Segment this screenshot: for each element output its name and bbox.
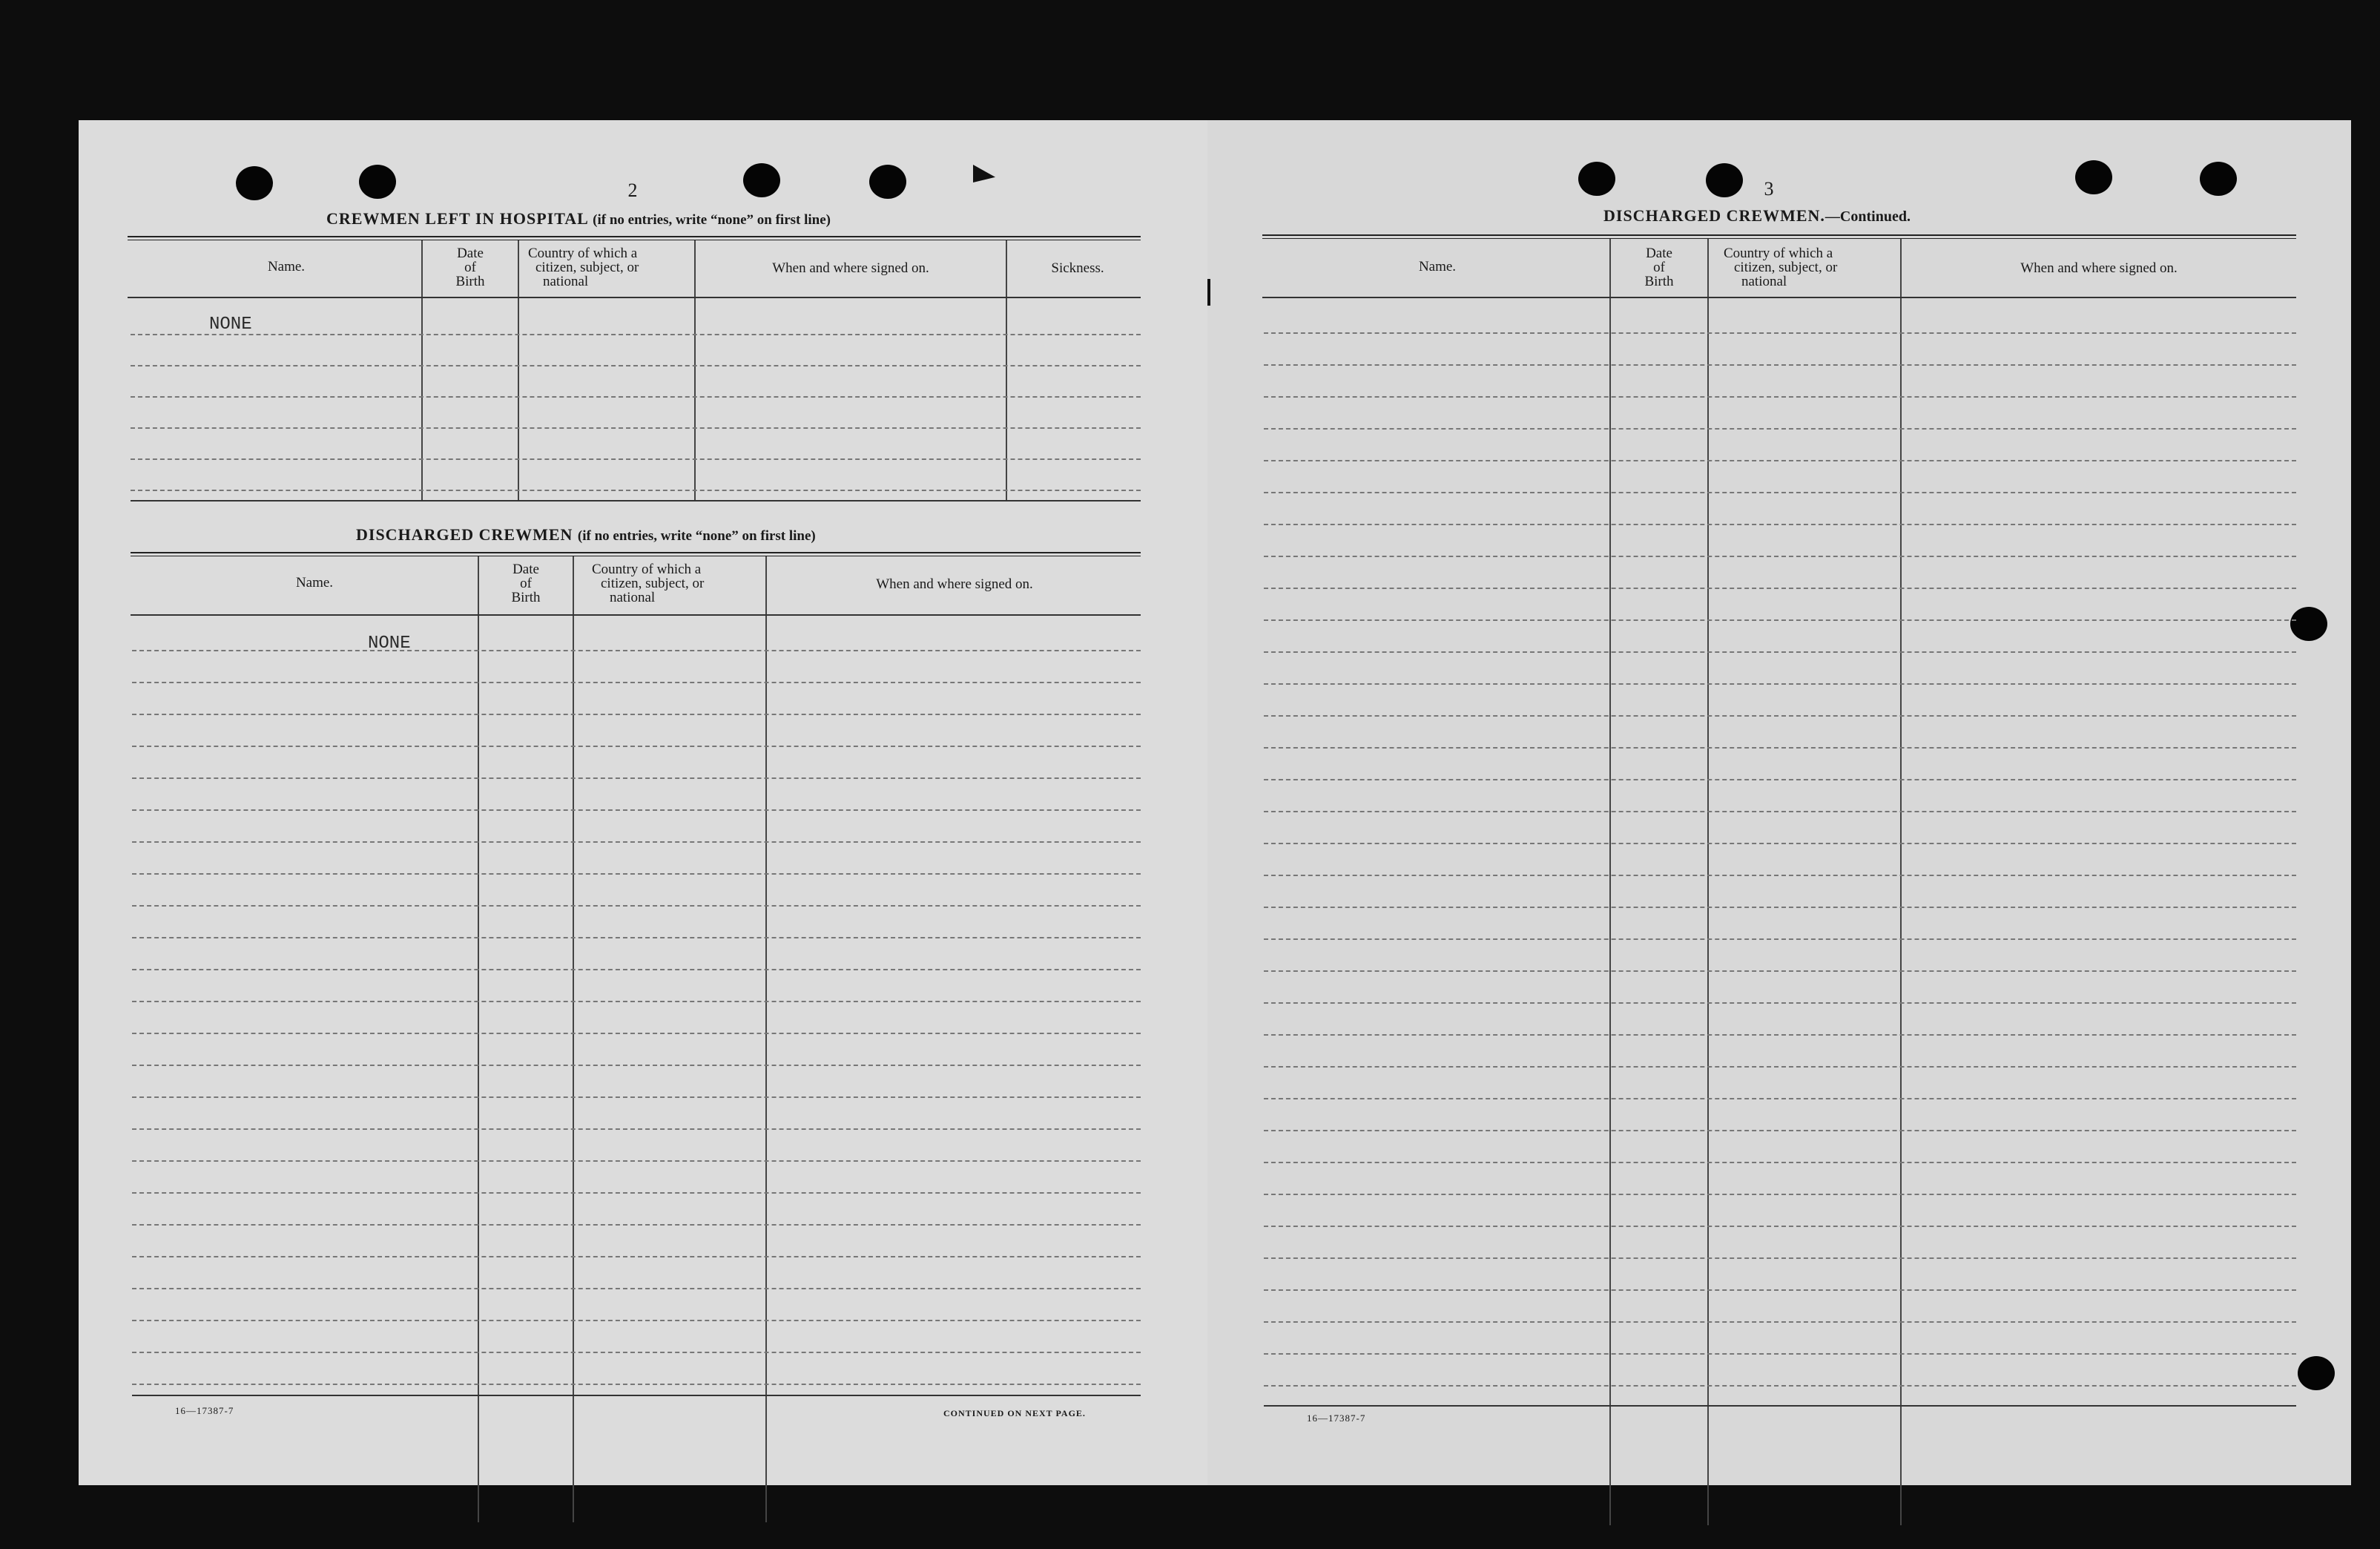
col-name-header: Name. <box>1418 259 1457 274</box>
table-bottom-rule <box>131 500 1141 501</box>
entry-line <box>132 1352 1141 1353</box>
entry-line <box>132 1384 1141 1385</box>
entry-line <box>1264 619 2296 621</box>
col-dob-line: Birth <box>1644 274 1674 289</box>
punch-hole <box>2075 160 2112 194</box>
discharged-continued-title <box>1603 206 1911 226</box>
punch-hole <box>1706 163 1743 197</box>
entry-line <box>132 1065 1141 1066</box>
entry-line <box>131 490 1141 491</box>
left-page <box>79 120 1210 1485</box>
header-bottom-rule <box>128 297 1141 298</box>
entry-line <box>132 777 1141 779</box>
entry-line <box>132 1256 1141 1257</box>
entry-line <box>1264 651 2296 653</box>
entry-line <box>1264 1321 2296 1323</box>
col-sickness-header: Sickness. <box>1051 260 1104 276</box>
entry-line <box>1264 747 2296 749</box>
discharged-title-note: (if no entries, write “none” on first line) <box>577 528 816 544</box>
entry-line <box>1264 875 2296 876</box>
entry-line <box>1264 1194 2296 1195</box>
entry-line <box>1264 811 2296 812</box>
table-top-rule <box>128 236 1141 240</box>
table-bottom-rule <box>1264 1405 2296 1407</box>
entry-line <box>1264 428 2296 430</box>
smudge-mark <box>973 165 995 182</box>
entry-line <box>132 809 1141 811</box>
discharged-entry-none: NONE <box>368 634 411 654</box>
col-dob-header <box>1611 246 1707 289</box>
column-divider <box>573 556 574 1522</box>
entry-line <box>132 1192 1141 1194</box>
entry-line <box>132 650 1141 651</box>
col-country-line: national <box>543 274 589 289</box>
punch-hole <box>2290 607 2327 641</box>
column-divider <box>1006 240 1007 500</box>
entry-line <box>132 1288 1141 1289</box>
col-country-line: citizen, subject, or <box>601 576 705 591</box>
col-dob-header <box>479 562 573 605</box>
col-dob-line: of <box>1653 260 1665 275</box>
entry-line <box>131 458 1141 460</box>
entry-line <box>1264 715 2296 717</box>
entry-line <box>1264 588 2296 589</box>
entry-line <box>1264 1385 2296 1387</box>
hospital-title-note: (if no entries, write “none” on first line) <box>593 212 831 228</box>
entry-line <box>132 969 1141 970</box>
entry-line <box>1264 332 2296 334</box>
punch-hole <box>2200 162 2237 196</box>
entry-line <box>131 396 1141 398</box>
page-number: 2 <box>627 180 638 201</box>
entry-line <box>132 1320 1141 1321</box>
col-name-header: Name. <box>295 575 334 591</box>
entry-line <box>132 905 1141 907</box>
continued-suffix: —Continued. <box>1824 208 1911 225</box>
form-number: 16—17387-7 <box>1307 1412 1366 1424</box>
hospital-entry-none: NONE <box>209 315 252 335</box>
col-country-header <box>1724 246 1899 289</box>
page-number: 3 <box>1764 178 1774 200</box>
entry-line <box>132 1001 1141 1002</box>
entry-line <box>1264 907 2296 908</box>
entry-line <box>131 334 1141 335</box>
col-name-header: Name. <box>267 259 306 274</box>
entry-line <box>1264 460 2296 461</box>
column-divider <box>518 240 519 500</box>
right-page <box>1207 120 2351 1485</box>
col-country-line: national <box>1741 274 1787 289</box>
entry-line <box>1264 683 2296 685</box>
col-dob-line: Birth <box>511 590 541 605</box>
entry-line <box>1264 1162 2296 1163</box>
col-country-line: citizen, subject, or <box>535 260 639 275</box>
entry-line <box>132 1096 1141 1098</box>
col-dob-line: Date <box>457 246 484 261</box>
column-divider <box>1900 239 1902 1525</box>
col-country-line: Country of which a <box>1724 246 1833 261</box>
entry-line <box>1264 1289 2296 1291</box>
table-bottom-rule <box>132 1395 1141 1396</box>
column-divider <box>694 240 696 500</box>
entry-line <box>132 841 1141 843</box>
entry-line <box>1264 1066 2296 1068</box>
form-number: 16—17387-7 <box>175 1405 234 1416</box>
column-divider <box>1707 239 1709 1525</box>
discharged-continued-title-text: DISCHARGED CREWMEN. <box>1603 206 1825 225</box>
entry-line <box>132 1224 1141 1226</box>
entry-line <box>1264 556 2296 557</box>
entry-line <box>1264 1002 2296 1004</box>
header-bottom-rule <box>131 614 1141 616</box>
entry-line <box>1264 1353 2296 1355</box>
col-dob-line: of <box>464 260 476 275</box>
punch-hole <box>869 165 906 199</box>
entry-line <box>1264 1257 2296 1259</box>
continued-note: CONTINUED ON NEXT PAGE. <box>943 1408 1086 1418</box>
table-top-rule <box>131 552 1141 556</box>
column-divider <box>478 556 479 1522</box>
col-signed-header: When and where signed on. <box>2020 260 2178 276</box>
col-dob-line: Birth <box>455 274 485 289</box>
entry-line <box>1264 1034 2296 1036</box>
entry-line <box>1264 524 2296 525</box>
entry-line <box>132 1128 1141 1130</box>
column-divider <box>1609 239 1611 1525</box>
discharged-title-text: DISCHARGED CREWMEN <box>356 525 573 544</box>
entry-line <box>132 873 1141 875</box>
table-top-rule <box>1262 234 2296 239</box>
entry-line <box>131 365 1141 366</box>
hospital-section-title <box>326 209 831 228</box>
punch-hole <box>1578 162 1615 196</box>
entry-line <box>1264 843 2296 844</box>
col-signed-header: When and where signed on. <box>876 576 1033 592</box>
col-dob-line: Date <box>512 562 539 577</box>
hospital-title-text: CREWMEN LEFT IN HOSPITAL <box>326 209 588 228</box>
entry-line <box>1264 364 2296 366</box>
entry-line <box>132 1160 1141 1162</box>
entry-line <box>132 714 1141 715</box>
entry-line <box>1264 938 2296 940</box>
entry-line <box>1264 396 2296 398</box>
punch-hole <box>236 166 273 200</box>
col-dob-line: Date <box>1646 246 1672 261</box>
col-country-line: Country of which a <box>592 562 702 577</box>
col-country-line: citizen, subject, or <box>1734 260 1838 275</box>
entry-line <box>1264 1130 2296 1131</box>
discharged-section-title <box>356 525 816 545</box>
header-bottom-rule <box>1262 297 2296 298</box>
col-dob-line: of <box>520 576 532 591</box>
col-signed-header: When and where signed on. <box>772 260 929 276</box>
col-country-line: Country of which a <box>528 246 638 261</box>
entry-line <box>132 1033 1141 1034</box>
entry-line <box>1264 779 2296 780</box>
entry-line <box>1264 1098 2296 1099</box>
col-dob-header <box>423 246 518 289</box>
entry-line <box>132 746 1141 747</box>
col-country-header <box>592 562 764 605</box>
entry-line <box>131 427 1141 429</box>
punch-hole <box>359 165 396 199</box>
punch-hole <box>743 163 780 197</box>
entry-line <box>1264 492 2296 493</box>
entry-line <box>1264 970 2296 972</box>
col-country-line: national <box>610 590 656 605</box>
col-country-header <box>528 246 691 289</box>
column-divider <box>765 556 767 1522</box>
entry-line <box>1264 1226 2296 1227</box>
binding-mark <box>1207 279 1210 306</box>
entry-line <box>132 682 1141 683</box>
entry-line <box>132 937 1141 938</box>
punch-hole <box>2298 1356 2335 1390</box>
